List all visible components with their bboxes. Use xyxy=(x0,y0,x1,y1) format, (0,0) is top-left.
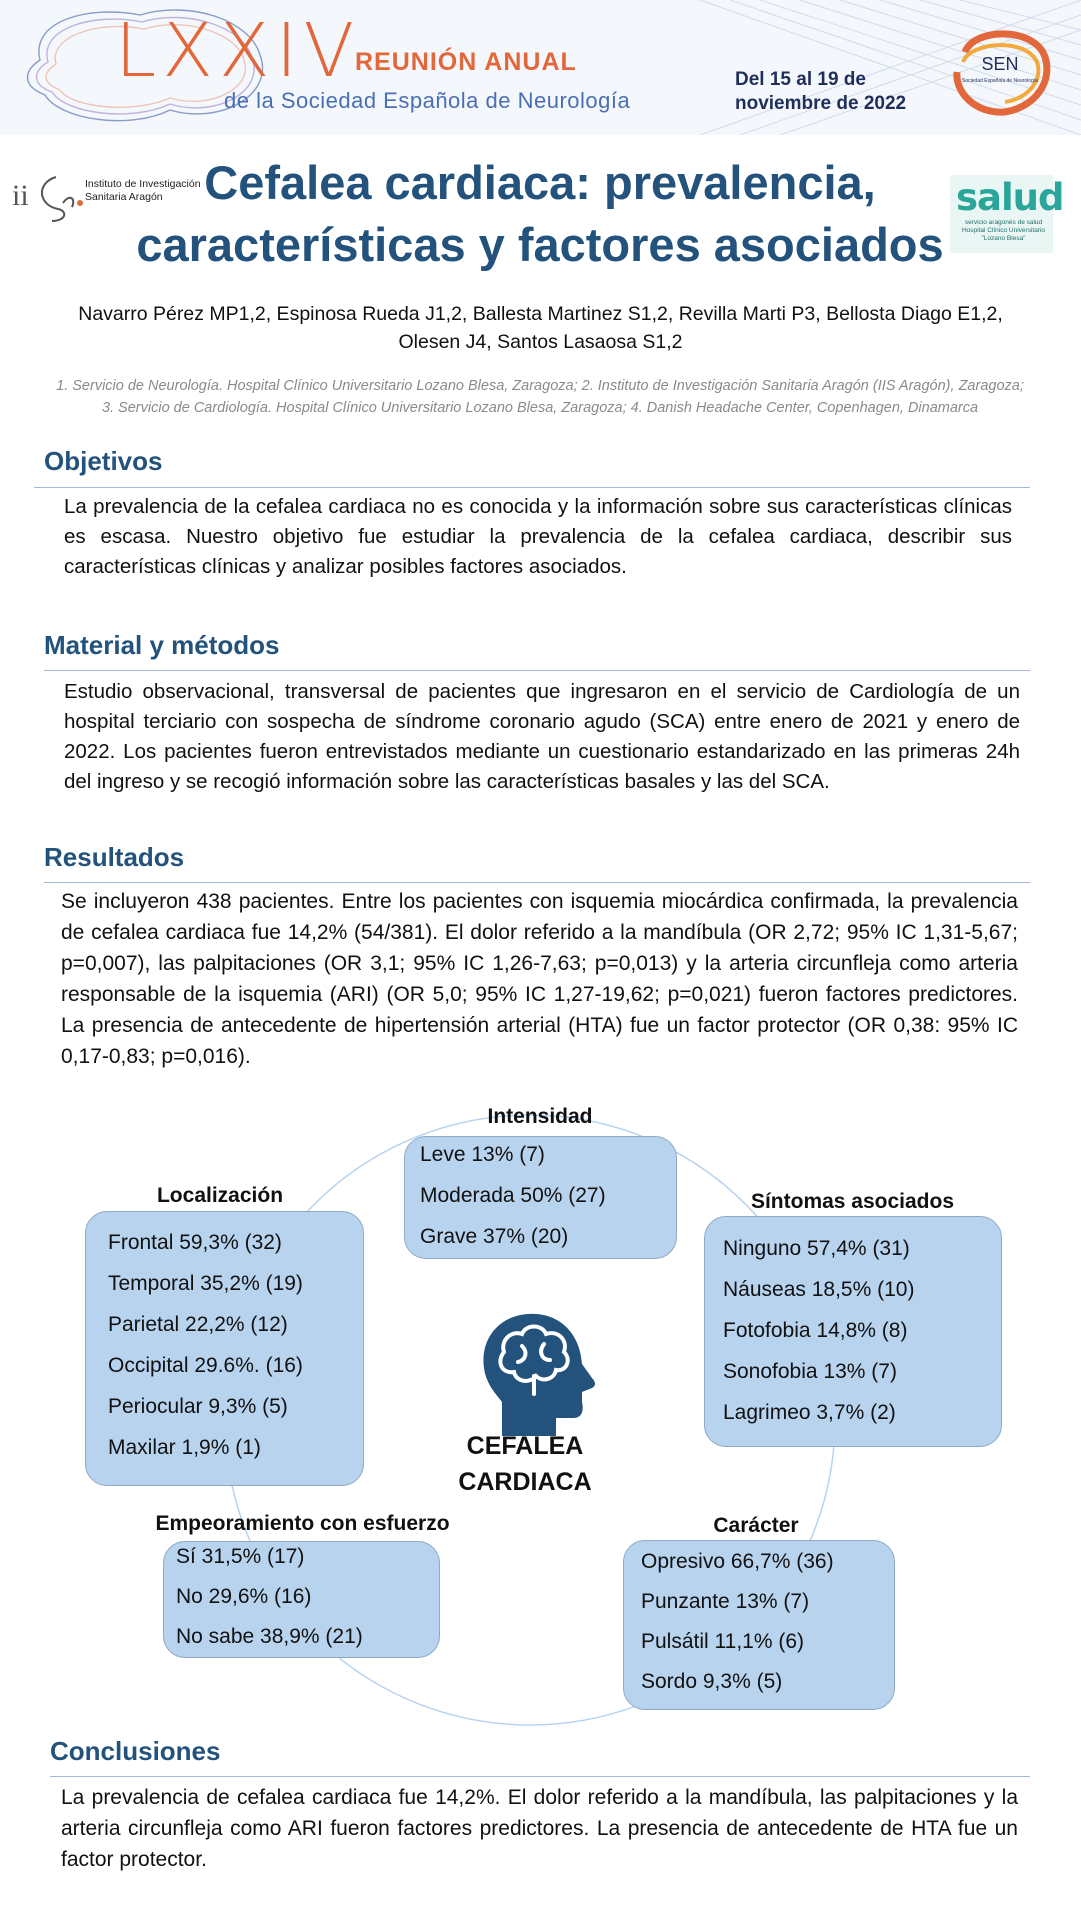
section-rule xyxy=(44,882,1030,883)
list-item: Temporal 35,2% (19) xyxy=(108,1272,303,1295)
esfuerzo-box xyxy=(163,1541,440,1658)
affiliations: 1. Servicio de Neurología. Hospital Clínico Universitario Lozano Blesa, Zaragoza; 2. Instituto de Investigación Sanitaria Aragón (IIS Aragón), Zaragoza; 3. Servicio de Cardiología. Hospital Clínico Universitario Lozano Blesa, Zaragoza; 4. Danish Headache Center, Copenhagen, Dinamarca xyxy=(56,378,1024,416)
list-item: No sabe 38,9% (21) xyxy=(176,1625,363,1648)
sintomas-title: Síntomas asociados xyxy=(750,1190,955,1213)
center-line-2: CARDIACA xyxy=(458,1468,592,1496)
section-heading-resultados: Resultados xyxy=(44,842,185,872)
list-item: No 29,6% (16) xyxy=(176,1585,312,1608)
iisa-line-1: Instituto de Investigación xyxy=(85,178,201,190)
objetivos-text: La prevalencia de la cefalea cardiaca no es conocida y la información sobre sus características clínicas es escasa. Nuestro objetivo fue estudiar la prevalencia de la cefalea cardiaca, describir sus características clínicas y analizar posibles factores asociados. xyxy=(64,495,1012,578)
salud-logo-word: salud xyxy=(956,176,1064,219)
intensidad-box xyxy=(404,1136,677,1259)
meeting-dates xyxy=(735,68,906,116)
list-item: Ninguno 57,4% (31) xyxy=(723,1237,910,1260)
salud-hospital-line: Hospital Clínico Universitario "Lozano Blesa" xyxy=(961,227,1046,242)
caracter-title: Carácter xyxy=(713,1514,799,1537)
localizacion-title: Localización xyxy=(156,1184,284,1207)
salud-logo-subtext xyxy=(956,219,1051,243)
sen-logo xyxy=(945,22,1055,122)
list-item: Punzante 13% (7) xyxy=(641,1590,810,1613)
diagram-center-label xyxy=(430,1428,620,1500)
list-item: Náuseas 18,5% (10) xyxy=(723,1278,915,1301)
list-item: Parietal 22,2% (12) xyxy=(108,1313,288,1336)
sintomas-box xyxy=(704,1216,1002,1447)
title-line-1: Cefalea cardiaca: prevalencia, xyxy=(204,156,876,209)
section-rule xyxy=(34,487,1030,488)
list-item: Opresivo 66,7% (36) xyxy=(641,1550,834,1573)
section-rule xyxy=(44,670,1030,671)
intensidad-title: Intensidad xyxy=(487,1105,593,1128)
title-line-2: características y factores asociados xyxy=(136,218,944,271)
section-heading-conclusiones: Conclusiones xyxy=(50,1736,221,1766)
list-item: Sordo 9,3% (5) xyxy=(641,1670,783,1693)
header-banner xyxy=(0,0,1081,135)
authors xyxy=(40,300,1041,356)
list-item: Frontal 59,3% (32) xyxy=(108,1231,282,1254)
authors-line-2: Olesen J4, Santos Lasaosa S1,2 xyxy=(398,331,683,353)
list-item: Occipital 29.6%. (16) xyxy=(108,1354,303,1377)
list-item: Grave 37% (20) xyxy=(420,1225,569,1248)
dates-line-2: noviembre de 2022 xyxy=(735,93,907,114)
authors-line-1: Navarro Pérez MP1,2, Espinosa Rueda J1,2, Ballesta Martinez S1,2, Revilla Marti P3, Bellosta Diago E1,2, xyxy=(78,303,1003,325)
sen-logo-text: SEN xyxy=(981,54,1019,74)
salud-sub-line: servicio aragonés de salud xyxy=(964,219,1043,226)
list-item: Lagrimeo 3,7% (2) xyxy=(723,1401,896,1424)
svg-text:ii: ii xyxy=(12,179,29,212)
center-line-1: CEFALEA xyxy=(466,1432,584,1460)
list-item: Sonofobia 13% (7) xyxy=(723,1360,897,1383)
section-heading-metodos: Material y métodos xyxy=(44,630,280,660)
list-item: Periocular 9,3% (5) xyxy=(108,1395,288,1418)
sen-logo-subtext: Sociedad Española de Neurología xyxy=(962,78,1038,84)
section-rule xyxy=(50,1776,1030,1777)
list-item: Leve 13% (7) xyxy=(420,1143,545,1166)
meeting-number: LXXIV xyxy=(115,8,361,94)
head-brain-icon xyxy=(478,1310,606,1440)
list-item: Fotofobia 14,8% (8) xyxy=(723,1319,908,1342)
esfuerzo-title: Empeoramiento con esfuerzo xyxy=(155,1512,450,1535)
list-item: Maxilar 1,9% (1) xyxy=(108,1436,261,1459)
conclusiones-text: La prevalencia de cefalea cardiaca fue 14,2%. El dolor referido a la mandíbula, las palpitaciones y la arteria circunfleja como ARI fueron factores predictores. La presencia de antecedente de HTA fue un factor protector. xyxy=(61,1786,1018,1871)
list-item: Moderada 50% (27) xyxy=(420,1184,606,1207)
caracter-box xyxy=(623,1540,895,1710)
list-item: Pulsátil 11,1% (6) xyxy=(641,1630,805,1653)
meeting-name: REUNIÓN ANUAL xyxy=(355,48,577,76)
resultados-text: Se incluyeron 438 pacientes. Entre los pacientes con isquemia miocárdica confirmada, la prevalencia de cefalea cardiaca fue 14,2% (54/381). El dolor referido a la mandíbula (OR 2,72; 95% IC 1,31-5,67; p=0,007), las palpitaciones (OR 3,1; 95% IC 1,26-7,63; p=0,013) y la arteria circunfleja como arteria responsable de la isquemia (ARI) (OR 5,0; 95% IC 1,27-19,62; p=0,021) fueron factores predictores. La presencia de antecedente de hipertensión arterial (HTA) fue un factor protector (OR 0,38: 95% IC 0,17-0,83; p=0,016). xyxy=(61,890,1018,1068)
localizacion-box xyxy=(85,1211,364,1486)
society-name: de la Sociedad Española de Neurología xyxy=(224,88,631,113)
list-item: Sí 31,5% (17) xyxy=(176,1545,305,1568)
iisa-line-2: Sanitaria Aragón xyxy=(85,191,163,203)
metodos-text: Estudio observacional, transversal de pacientes que ingresaron en el servicio de Cardiología de un hospital terciario con sospecha de síndrome coronario agudo (SCA) entre enero de 2021 y enero de 2022. Los pacientes fueron entrevistados mediante un cuestionario estandarizado en las primeras 24h del ingreso y se recogió información sobre las características basales y las del SCA. xyxy=(64,680,1020,793)
poster-title xyxy=(120,152,960,276)
section-heading-objetivos: Objetivos xyxy=(44,446,163,476)
dates-line-1: Del 15 al 19 de xyxy=(735,69,866,90)
